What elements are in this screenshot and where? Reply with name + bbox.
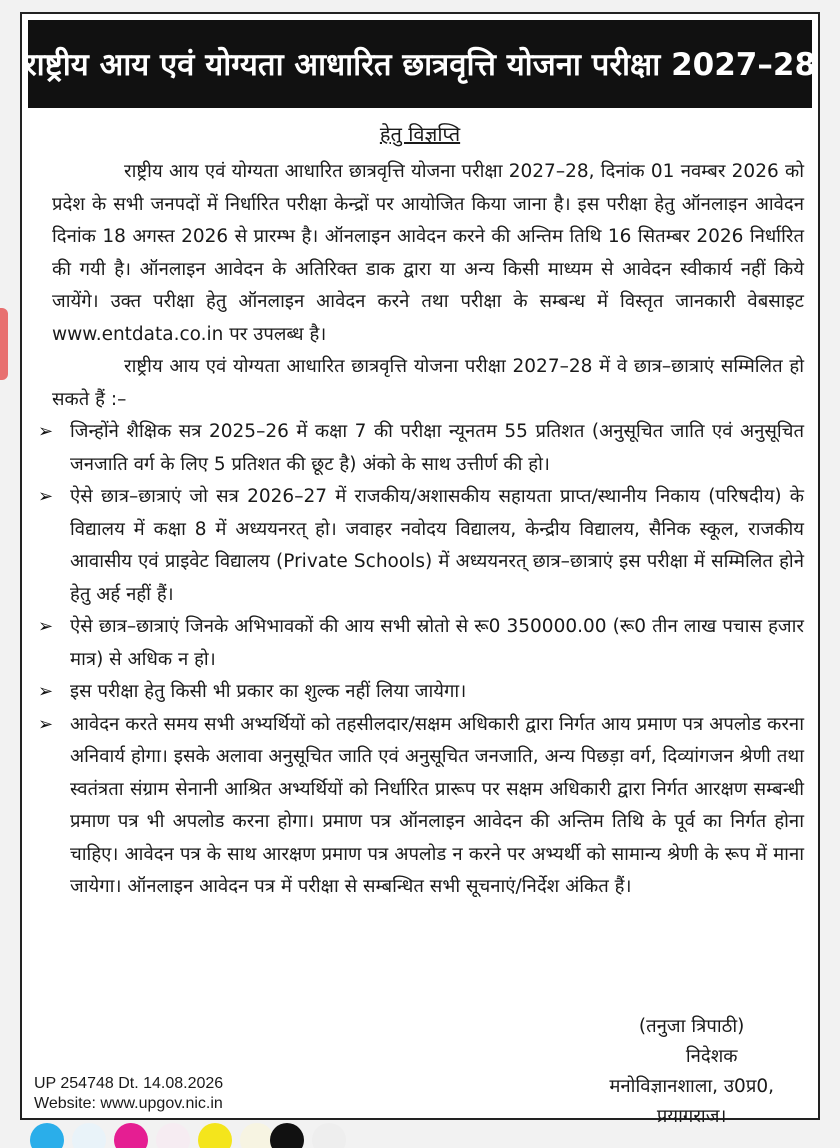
- color-swatch: [312, 1123, 346, 1148]
- arrowhead-bullet-icon: ➢: [38, 713, 54, 735]
- list-item: [36, 676, 804, 709]
- notice-title-banner: [23, 20, 817, 108]
- list-item: [36, 611, 804, 676]
- signatory-office: मनोविज्ञानशाला, उ0प्र0,: [609, 1076, 774, 1097]
- notice-title: राष्ट्रीय आय एवं योग्यता आधारित छात्रवृत्ति योजना परीक्षा 2027–28: [23, 47, 817, 83]
- color-swatch: [240, 1123, 274, 1148]
- signatory-name: (तनुजा त्रिपाठी): [638, 1016, 745, 1037]
- notice-footer: [34, 1074, 223, 1114]
- color-swatch: [156, 1123, 190, 1148]
- arrowhead-bullet-icon: ➢: [38, 681, 54, 702]
- notice-page: [20, 12, 820, 1127]
- arrowhead-bullet-icon: ➢: [38, 616, 54, 637]
- signature-block: [609, 1012, 774, 1132]
- color-swatch: [30, 1123, 64, 1148]
- arrowhead-bullet-icon: ➢: [38, 486, 54, 507]
- color-swatch: [198, 1123, 232, 1148]
- paragraph-eligibility-intro: राष्ट्रीय आय एवं योग्यता आधारित छात्रवृत्ति योजना परीक्षा 2027–28 में वे छात्र–छात्राएं सम्मिलित हो सकते हैं :–: [52, 356, 804, 410]
- color-swatch: [72, 1123, 106, 1148]
- footer-website: Website: www.upgov.nic.in: [34, 1095, 223, 1112]
- list-item: [36, 709, 804, 904]
- reference-number: UP 254748 Dt. 14.08.2026: [34, 1075, 224, 1092]
- notice-subject: हेतु विज्ञप्ति: [379, 122, 461, 146]
- color-swatch: [270, 1123, 304, 1148]
- page-edge-mark: [0, 308, 8, 380]
- signatory-designation: निदेशक: [685, 1046, 738, 1067]
- paragraph-exam-details: राष्ट्रीय आय एवं योग्यता आधारित छात्रवृत्ति योजना परीक्षा 2027–28, दिनांक 01 नवम्बर 2026 को प्रदेश के सभी जनपदों में निर्धारित परीक्षा केन्द्रों पर आयोजित किया जाना है। इस परीक्षा हेतु ऑनलाइन आवेदन दिनांक 18 अगस्त 2026 से प्रारम्भ है। ऑनलाइन आवेदन करने की अन्तिम तिथि 16 सितम्बर 2026 निर्धारित की गयी है। ऑनलाइन आवेदन के अतिरिक्त डाक द्वारा या अन्य किसी माध्यम से आवेदन स्वीकार्य नहीं किये जायेंगे। उक्त परीक्षा हेतु ऑनलाइन आवेदन करने तथा परीक्षा के सम्बन्ध में विस्तृत जानकारी वेबसाइट www.entdata.co.in पर उपलब्ध है।: [52, 161, 804, 345]
- list-item: [36, 481, 804, 611]
- condition-text: जिन्होंने शैक्षिक सत्र 2025–26 में कक्षा 7 की परीक्षा न्यूनतम 55 प्रतिशत (अनुसूचित जाति एवं अनुसूचित जनजाति वर्ग के लिए 5 प्रतिशत की छूट है) अंको के साथ उत्तीर्ण की हो।: [70, 421, 804, 475]
- eligibility-conditions-list: [38, 416, 804, 904]
- list-item: [36, 416, 804, 481]
- condition-text: ऐसे छात्र–छात्राएं जो सत्र 2026–27 में राजकीय/अशासकीय सहायता प्राप्त/स्थानीय निकाय (परिषदीय) के विद्यालय में कक्षा 8 में अध्ययनरत् हो। जवाहर नवोदय विद्यालय, केन्द्रीय विद्यालय, सैनिक स्कूल, राजकीय आवासीय एवं प्राइवेट विद्यालय (Private Schools) में अध्ययनरत् छात्र–छात्राएं इस परीक्षा में सम्मिलित होने हेतु अर्ह नहीं हैं।: [70, 486, 804, 605]
- signatory-city: प्रयागराज।: [656, 1106, 727, 1127]
- condition-text: आवेदन करते समय सभी अभ्यर्थियों को तहसीलदार/सक्षम अधिकारी द्वारा निर्गत आय प्रमाण पत्र अपलोड करना अनिवार्य होगा। इसके अलावा अनुसूचित जाति एवं अनुसूचित जनजाति, अन्य पिछड़ा वर्ग, दिव्यांगजन श्रेणी तथा स्वतंत्रता संग्राम सेनानी आश्रित अभ्यर्थियों को निर्धारित प्रारूप पर सक्षम अधिकारी द्वारा निर्गत आरक्षण सम्बन्धी प्रमाण पत्र भी अपलोड करना होगा। प्रमाण पत्र ऑनलाइन आवेदन की अन्तिम तिथि के पूर्व का निर्गत होना चाहिए। आवेदन पत्र के साथ आरक्षण प्रमाण पत्र अपलोड न करने पर अभ्यर्थी को सामान्य श्रेणी के रूप में माना जायेगा। ऑनलाइन आवेदन पत्र में परीक्षा से सम्बन्धित सभी सूचनाएं/निर्देश अंकित हैं।: [70, 713, 804, 897]
- color-swatch: [114, 1123, 148, 1148]
- arrowhead-bullet-icon: ➢: [38, 421, 54, 442]
- condition-text: इस परीक्षा हेतु किसी भी प्रकार का शुल्क नहीं लिया जायेगा।: [70, 681, 467, 702]
- notice-body: [38, 156, 804, 904]
- condition-text: ऐसे छात्र–छात्राएं जिनके अभिभावकों की आय सभी स्रोतो से रू0 350000.00 (रू0 तीन लाख पचास हजार मात्र) से अधिक न हो।: [70, 616, 804, 670]
